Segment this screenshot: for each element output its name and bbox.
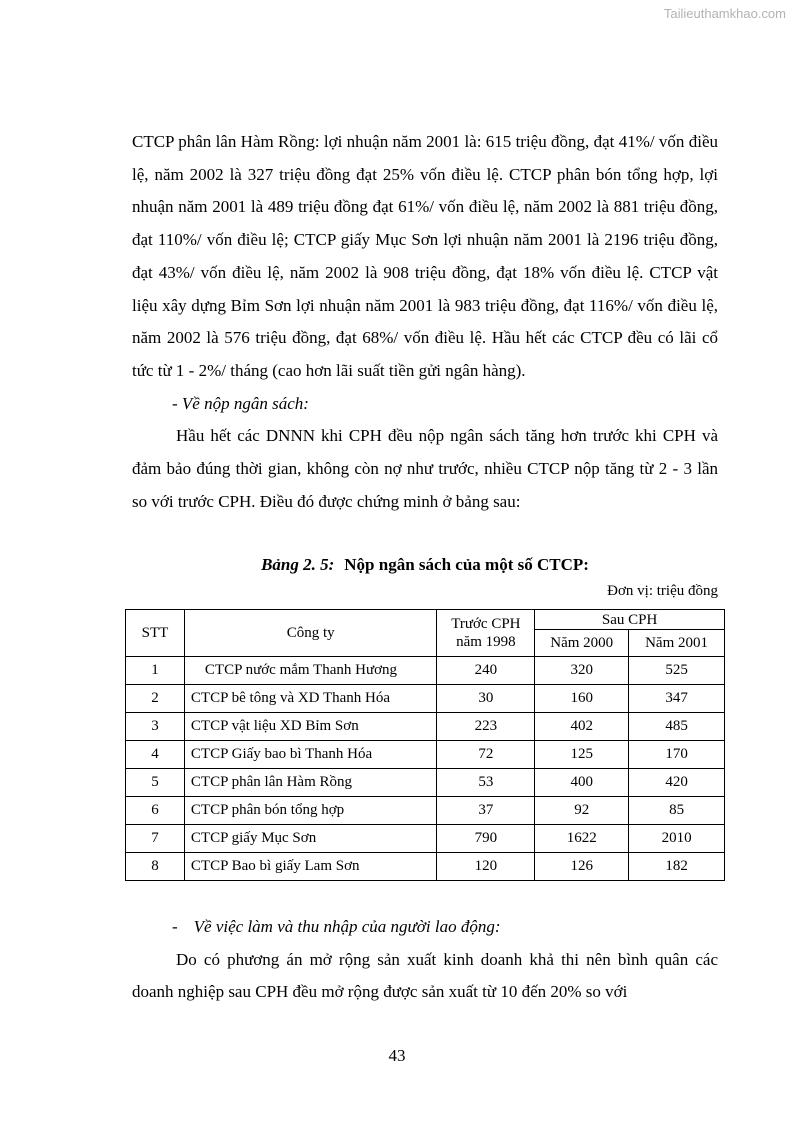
year-2000-cell: 92 [535, 797, 629, 825]
header-stt: STT [126, 610, 185, 657]
stt-cell: 6 [126, 797, 185, 825]
table-caption-label: Bảng 2. 5: [261, 555, 335, 574]
heading-jobs [172, 911, 718, 944]
year-2000-cell: 400 [535, 769, 629, 797]
year-2001-cell: 525 [629, 657, 725, 685]
stt-cell: 1 [126, 657, 185, 685]
before-cell: 30 [437, 685, 535, 713]
heading-jobs-dash: - [172, 917, 178, 936]
table-row [126, 685, 725, 713]
year-2000-cell: 160 [535, 685, 629, 713]
company-cell: CTCP Bao bì giấy Lam Sơn [184, 853, 437, 881]
header-company: Công ty [184, 610, 437, 657]
company-cell: CTCP nước mắm Thanh Hương [184, 657, 437, 685]
header-before: Trước CPH năm 1998 [437, 610, 535, 657]
company-cell: CTCP phân bón tổng hợp [184, 797, 437, 825]
year-2001-cell: 347 [629, 685, 725, 713]
year-2001-cell: 420 [629, 769, 725, 797]
year-2001-cell: 85 [629, 797, 725, 825]
paragraph-budget: Hầu hết các DNNN khi CPH đều nộp ngân sách tăng hơn trước khi CPH và đảm bảo đúng thời gian, không còn nợ như trước, nhiều CTCP nộp tăng từ 2 - 3 lần so với trước CPH. Điều đó được chứng minh ở bảng sau: [132, 426, 718, 511]
year-2000-cell: 125 [535, 741, 629, 769]
table-row [126, 741, 725, 769]
year-2000-cell: 1622 [535, 825, 629, 853]
paragraph-jobs: Do có phương án mở rộng sản xuất kinh doanh khả thi nên bình quân các doanh nghiệp sau CPH đều mở rộng được sản xuất từ 10 đến 20% so với [132, 949, 718, 1002]
table-row [126, 769, 725, 797]
company-cell: CTCP Giấy bao bì Thanh Hóa [184, 741, 437, 769]
year-2000-cell: 320 [535, 657, 629, 685]
before-cell: 120 [437, 853, 535, 881]
paragraph-profits: CTCP phân lân Hàm Rồng: lợi nhuận năm 2001 là: 615 triệu đồng, đạt 41%/ vốn điều lệ, năm 2002 là 327 triệu đồng đạt 25% vốn điều lệ. CTCP phân bón tổng hợp, lợi nhuận năm 2001 là 489 triệu đồng đạt 61%/ vốn điều lệ, năm 2002 là 881 triệu đồng, đạt 110%/ vốn điều lệ; CTCP giấy Mục Sơn lợi nhuận năm 2001 là 2196 triệu đồng, đạt 43%/ vốn điều lệ, năm 2002 là 908 triệu đồng, đạt 18% vốn điều lệ. CTCP vật liệu xây dựng Bỉm Sơn lợi nhuận năm 2001 là 983 triệu đồng, đạt 116%/ vốn điều lệ, năm 2002 là 576 triệu đồng, đạt 68%/ vốn điều lệ. Hầu hết các CTCP đều có lãi cổ tức từ 1 - 2%/ tháng (cao hơn lãi suất tiền gửi ngân hàng). [132, 132, 718, 380]
stt-cell: 8 [126, 853, 185, 881]
table-row [126, 853, 725, 881]
stt-cell: 2 [126, 685, 185, 713]
before-cell: 72 [437, 741, 535, 769]
company-cell: CTCP giấy Mục Sơn [184, 825, 437, 853]
company-cell: CTCP bê tông và XD Thanh Hóa [184, 685, 437, 713]
company-cell: CTCP vật liệu XD Bỉm Sơn [184, 713, 437, 741]
before-cell: 790 [437, 825, 535, 853]
before-cell: 223 [437, 713, 535, 741]
year-2001-cell: 2010 [629, 825, 725, 853]
heading-budget: - Về nộp ngân sách: [172, 393, 309, 413]
table-row [126, 713, 725, 741]
table-row [126, 657, 725, 685]
upper-text [132, 126, 718, 518]
page-number: 43 [388, 1046, 406, 1065]
before-cell: 240 [437, 657, 535, 685]
header-after: Sau CPH [535, 610, 725, 630]
year-2001-cell: 170 [629, 741, 725, 769]
table-row [126, 797, 725, 825]
budget-table [125, 609, 725, 881]
stt-cell: 4 [126, 741, 185, 769]
table-unit: Đơn vị: triệu đồng [607, 583, 718, 599]
header-year-2000: Năm 2000 [535, 630, 629, 657]
year-2001-cell: 182 [629, 853, 725, 881]
header-year-2001: Năm 2001 [629, 630, 725, 657]
stt-cell: 5 [126, 769, 185, 797]
heading-jobs-text: Về việc làm và thu nhập của người lao động: [193, 917, 501, 936]
company-cell: CTCP phân lân Hàm Rồng [184, 769, 437, 797]
year-2000-cell: 126 [535, 853, 629, 881]
year-2000-cell: 402 [535, 713, 629, 741]
stt-cell: 7 [126, 825, 185, 853]
table-row [126, 825, 725, 853]
before-cell: 37 [437, 797, 535, 825]
stt-cell: 3 [126, 713, 185, 741]
year-2001-cell: 485 [629, 713, 725, 741]
before-cell: 53 [437, 769, 535, 797]
watermark: Tailieuthamkhao.com [663, 6, 786, 21]
lower-text [132, 911, 718, 1009]
table-caption [132, 552, 718, 578]
table-caption-title: Nộp ngân sách của một số CTCP: [344, 555, 589, 574]
